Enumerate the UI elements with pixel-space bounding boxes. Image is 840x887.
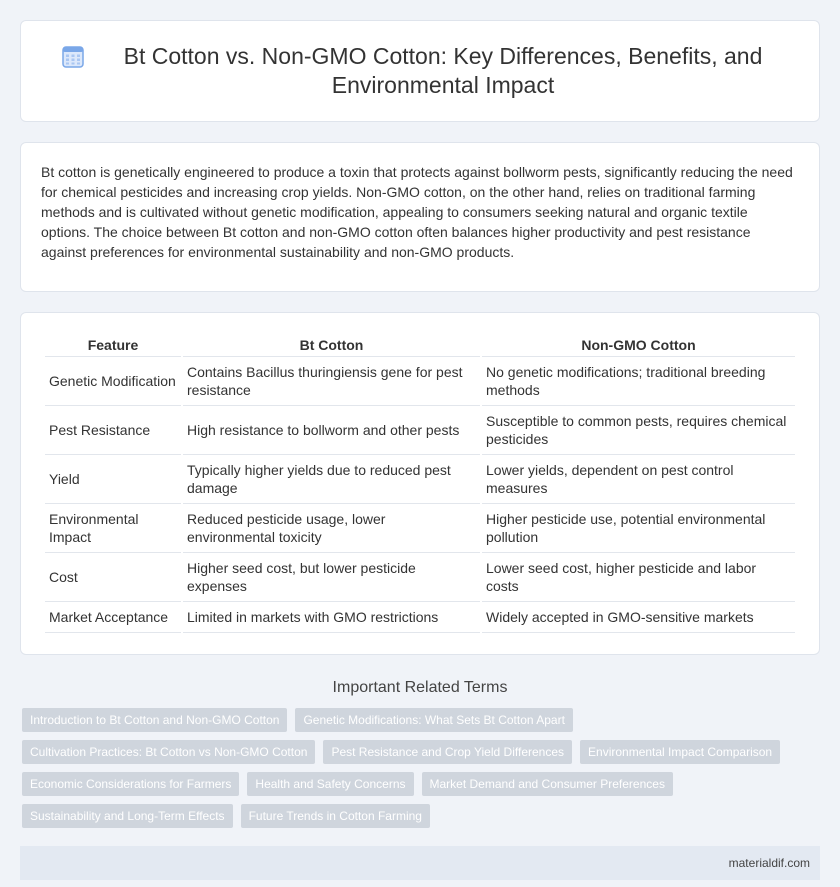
- related-term-tag[interactable]: Sustainability and Long-Term Effects: [22, 804, 233, 828]
- cell-non-gmo-cotton: Widely accepted in GMO-sensitive markets: [482, 602, 795, 633]
- intro-paragraph: Bt cotton is genetically engineered to produce a toxin that protects against bollworm pests, significantly reducing the need for chemical pesticides and increasing crop yields. Non-GMO cotton, on the other hand, relies on traditional farming methods and is cultivated without genetic modification, appealing to consumers seeking natural and organic textile options. The choice between Bt cotton and non-GMO cotton often balances higher productivity and pest resistance against preferences for environmental sustainability and non-GMO products.: [41, 164, 793, 260]
- header-non-gmo-cotton: Non-GMO Cotton: [482, 331, 795, 357]
- related-term-tag[interactable]: Health and Safety Concerns: [247, 772, 413, 796]
- site-link[interactable]: materialdif.com: [728, 856, 810, 870]
- table-row: [45, 357, 795, 406]
- cell-non-gmo-cotton: Higher pesticide use, potential environmental pollution: [482, 504, 795, 553]
- related-term-tag[interactable]: Introduction to Bt Cotton and Non-GMO Cotton: [22, 708, 287, 732]
- cell-bt-cotton: Limited in markets with GMO restrictions: [183, 602, 480, 633]
- table-header-row: [45, 331, 795, 357]
- cell-bt-cotton: Higher seed cost, but lower pesticide expenses: [183, 553, 480, 602]
- related-term-tag[interactable]: Cultivation Practices: Bt Cotton vs Non-GMO Cotton: [22, 740, 315, 764]
- table-row: [45, 455, 795, 504]
- table-row: [45, 602, 795, 633]
- cell-bt-cotton: Reduced pesticide usage, lower environmental toxicity: [183, 504, 480, 553]
- cell-non-gmo-cotton: Susceptible to common pests, requires chemical pesticides: [482, 406, 795, 455]
- cell-feature: Market Acceptance: [45, 602, 181, 633]
- page-title: Bt Cotton vs. Non-GMO Cotton: Key Differences, Benefits, and Environmental Impact: [123, 43, 763, 98]
- header-feature: Feature: [45, 331, 181, 357]
- cell-feature: Yield: [45, 455, 181, 504]
- table-row: [45, 553, 795, 602]
- intro-card: [20, 142, 820, 292]
- related-term-tag[interactable]: Genetic Modifications: What Sets Bt Cotton Apart: [295, 708, 572, 732]
- table-row: [45, 406, 795, 455]
- related-term-tag[interactable]: Environmental Impact Comparison: [580, 740, 780, 764]
- comparison-card: [20, 312, 820, 655]
- related-terms-list: [22, 708, 820, 836]
- table-row: [45, 504, 795, 553]
- cell-feature: Pest Resistance: [45, 406, 181, 455]
- cell-feature: Genetic Modification: [45, 357, 181, 406]
- related-terms-heading: Important Related Terms: [332, 679, 508, 696]
- cell-bt-cotton: Typically higher yields due to reduced pest damage: [183, 455, 480, 504]
- title-wrap: [61, 42, 779, 100]
- cell-non-gmo-cotton: Lower yields, dependent on pest control measures: [482, 455, 795, 504]
- cell-bt-cotton: High resistance to bollworm and other pests: [183, 406, 480, 455]
- cell-bt-cotton: Contains Bacillus thuringiensis gene for pest resistance: [183, 357, 480, 406]
- header-bt-cotton: Bt Cotton: [183, 331, 480, 357]
- cell-non-gmo-cotton: Lower seed cost, higher pesticide and labor costs: [482, 553, 795, 602]
- cell-non-gmo-cotton: No genetic modifications; traditional breeding methods: [482, 357, 795, 406]
- comparison-table: [43, 331, 797, 633]
- related-term-tag[interactable]: Economic Considerations for Farmers: [22, 772, 239, 796]
- related-term-tag[interactable]: Pest Resistance and Crop Yield Differences: [323, 740, 572, 764]
- title-card: [20, 20, 820, 122]
- related-term-tag[interactable]: Market Demand and Consumer Preferences: [422, 772, 673, 796]
- footer: [20, 846, 820, 880]
- cell-feature: Cost: [45, 553, 181, 602]
- table-icon: [61, 45, 85, 69]
- related-term-tag[interactable]: Future Trends in Cotton Farming: [241, 804, 430, 828]
- cell-feature: Environmental Impact: [45, 504, 181, 553]
